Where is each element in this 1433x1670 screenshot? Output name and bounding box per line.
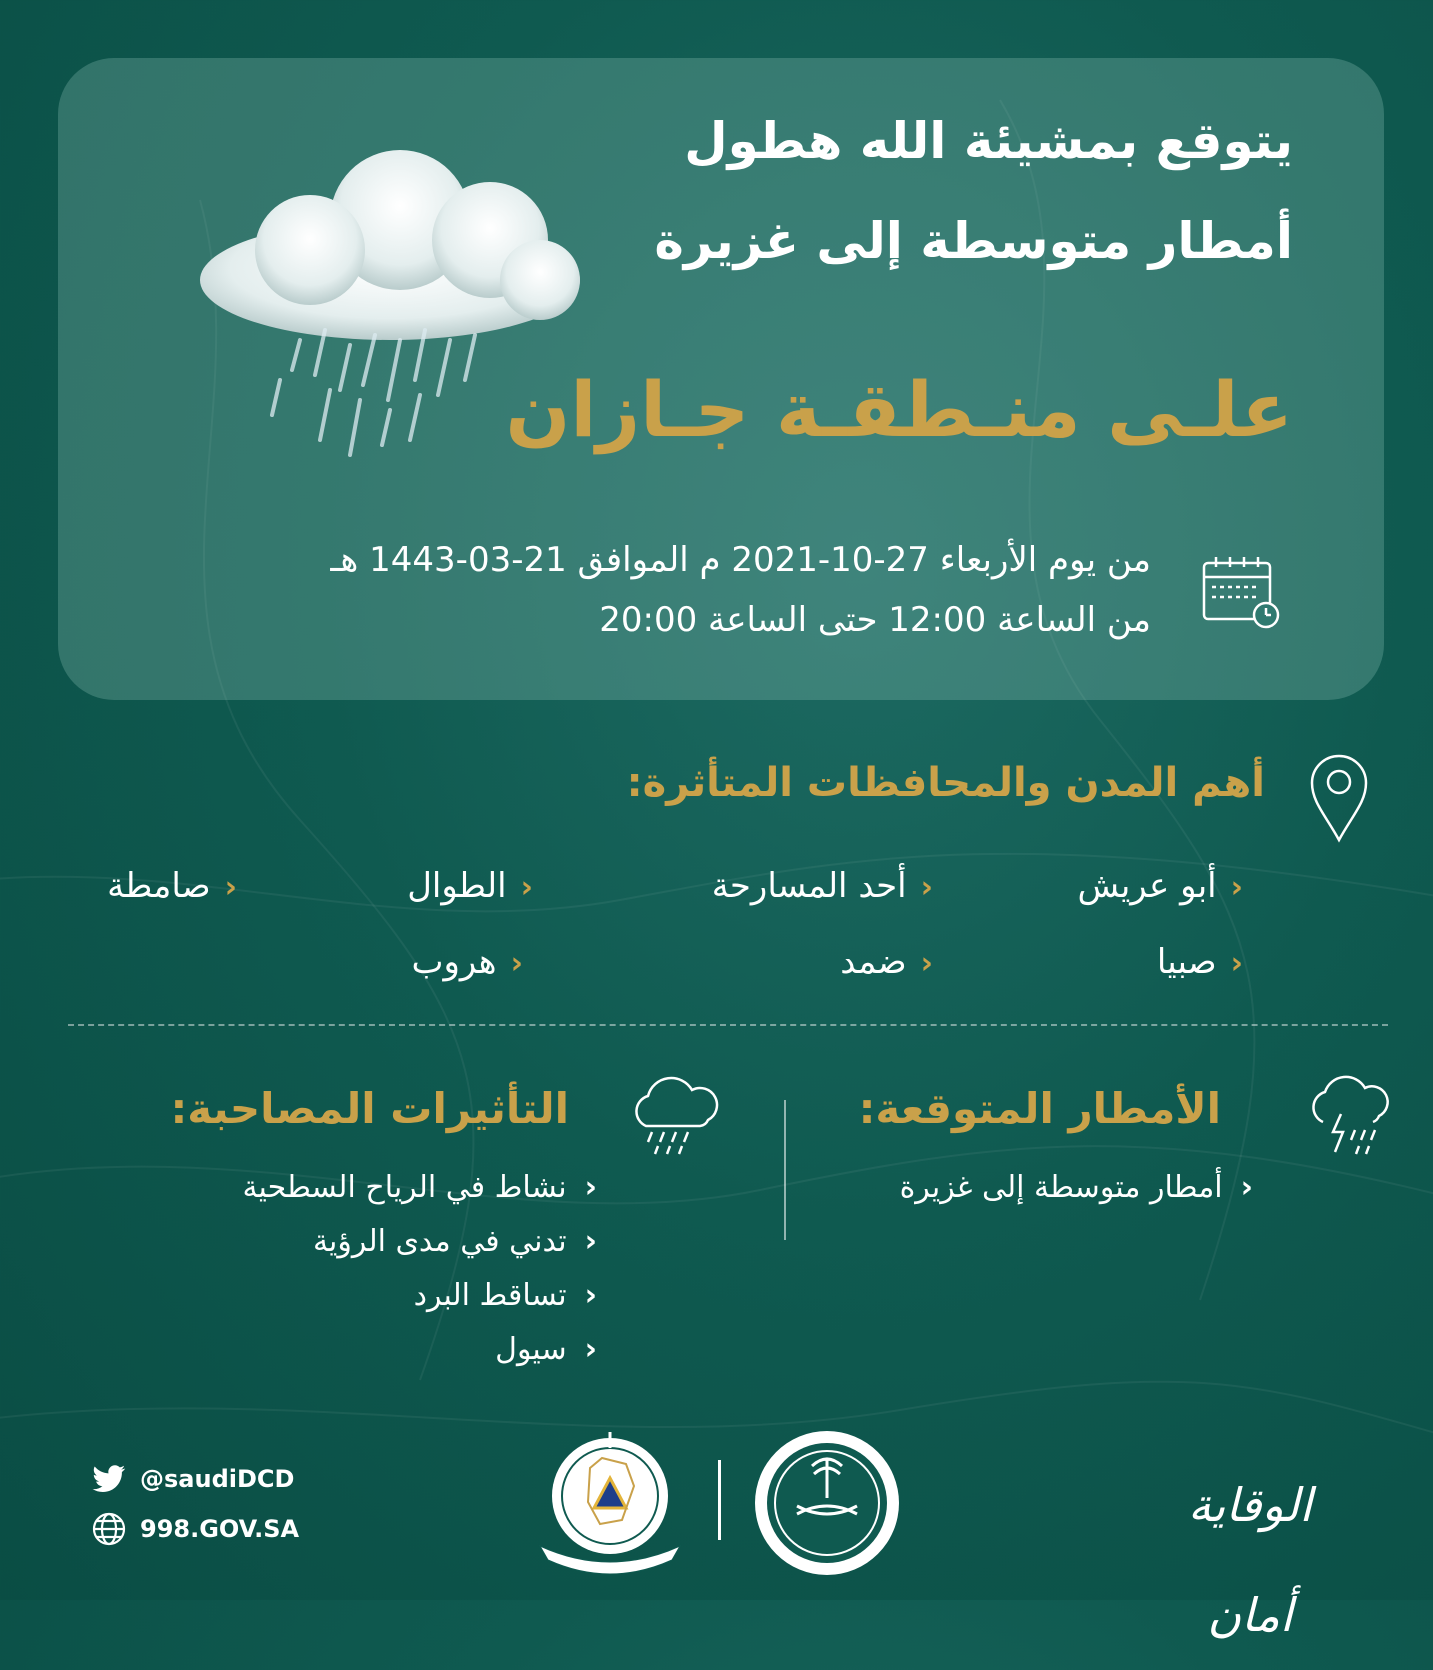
ministry-emblem [752,1428,902,1578]
thunderstorm-icon [1305,1070,1391,1158]
cities-title: أهم المدن والمحافظات المتأثرة: [626,760,1265,806]
effect-item [495,1332,597,1367]
region-title: علـى منـطقـة جـازان [505,365,1293,454]
city-item [1157,942,1243,982]
city-label: الطوال [407,866,507,906]
city-item [107,866,237,906]
effect-label: تدني في مدى الرؤية [312,1224,567,1259]
effect-label: نشاط في الرياح السطحية [242,1170,567,1205]
footer-divider [718,1460,721,1540]
chevron-left-icon: ‹ [920,946,933,981]
city-label: صبيا [1156,942,1217,982]
globe-icon [92,1512,126,1546]
city-item [407,866,533,906]
website-url: 998.GOV.SA [140,1515,300,1543]
chevron-left-icon: ‹ [510,946,523,981]
expected-rain-label: أمطار متوسطة إلى غزيرة [899,1170,1223,1205]
city-item [1077,866,1243,906]
rain-cloud-icon [630,1070,720,1158]
chevron-left-icon: ‹ [584,1278,597,1313]
effect-label: سيول [495,1332,567,1367]
expected-rain-title: الأمطار المتوقعة: [858,1084,1221,1133]
city-label: ضمد [840,942,907,982]
twitter-icon [92,1465,126,1493]
chevron-left-icon: ‹ [520,870,533,905]
location-pin-icon [1308,752,1370,844]
expected-rain-item [900,1170,1253,1205]
chevron-left-icon: ‹ [1230,870,1243,905]
effect-label: تساقط البرد [413,1278,567,1313]
chevron-left-icon: ‹ [920,870,933,905]
chevron-left-icon: ‹ [584,1170,597,1205]
headline-line-1: يتوقع بمشيئة الله هطول [684,112,1293,170]
date-line: من يوم الأربعاء 27-10-2021 م الموافق 21-03-1443 هـ [330,540,1151,580]
chevron-left-icon: ‹ [1230,946,1243,981]
time-line: من الساعة 12:00 حتى الساعة 20:00 [599,600,1151,640]
section-divider [68,1024,1388,1026]
civil-defense-emblem [530,1428,690,1578]
city-label: أحد المسارحة [711,866,907,906]
city-item [412,942,524,982]
effect-item [414,1278,597,1313]
effect-item [313,1224,597,1259]
city-label: هروب [411,942,497,982]
website-link[interactable] [92,1512,299,1546]
chevron-left-icon: ‹ [1240,1170,1253,1205]
vertical-divider [784,1100,786,1240]
city-item [840,942,933,982]
city-item [712,866,933,906]
city-label: أبو عريش [1077,866,1217,906]
chevron-left-icon: ‹ [584,1224,597,1259]
calendar-icon [1200,555,1284,629]
twitter-link[interactable] [92,1465,294,1493]
effect-item [242,1170,597,1205]
city-label: صامطة [107,866,211,906]
twitter-handle: @saudiDCD [140,1465,295,1493]
effects-title: التأثيرات المصاحبة: [170,1084,569,1133]
headline-line-2: أمطار متوسطة إلى غزيرة [654,212,1293,270]
prevention-slogan: الوقاية أمان [1187,1478,1313,1642]
chevron-left-icon: ‹ [584,1332,597,1367]
chevron-left-icon: ‹ [224,870,237,905]
